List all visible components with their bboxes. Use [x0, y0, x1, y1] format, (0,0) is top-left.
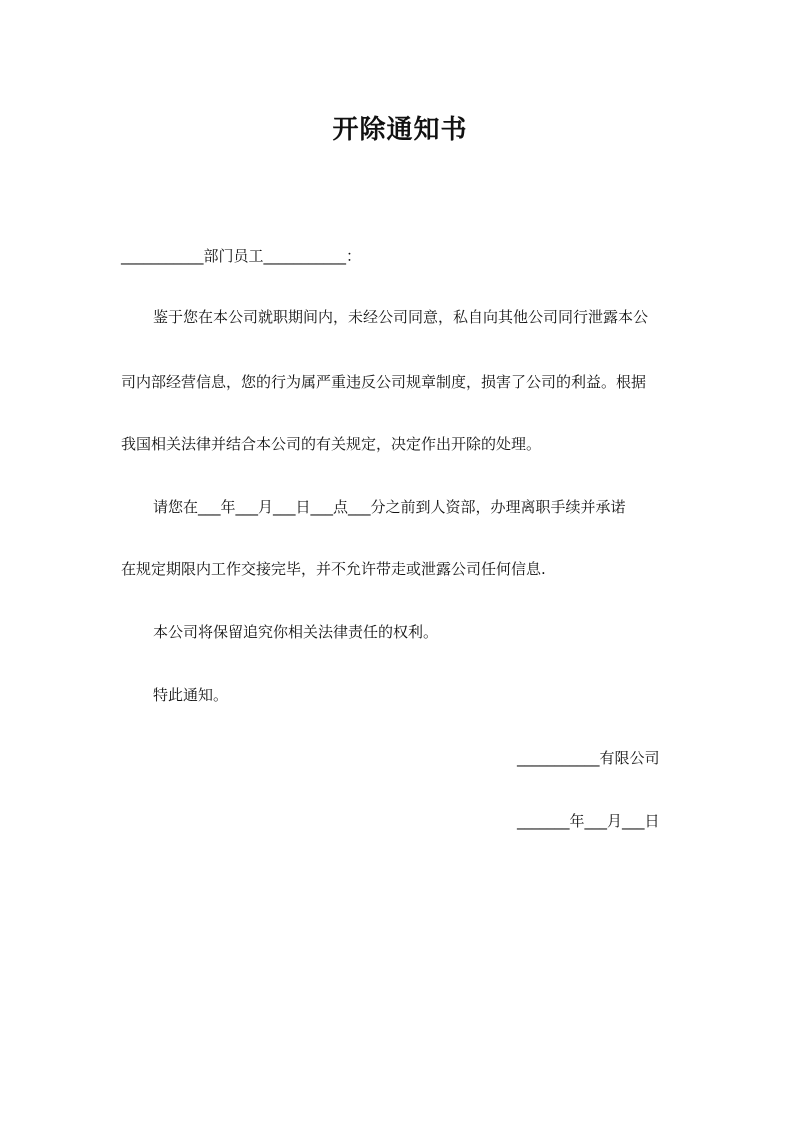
paragraph-2-line-1: 请您在___年___月___日___点___分之前到人资部，办理离职手续并承诺 [153, 498, 626, 516]
signature-date: _______年___月___日 [517, 812, 660, 830]
salutation-line: ___________部门员工___________： [121, 247, 362, 265]
paragraph-4: 特此通知。 [153, 686, 229, 704]
paragraph-1-line-1: 鉴于您在本公司就职期间内，未经公司同意，私自向其他公司同行泄露本公 [153, 308, 649, 326]
signature-company: ___________有限公司 [517, 749, 660, 767]
paragraph-1-line-2: 司内部经营信息，您的行为属严重违反公司规章制度，损害了公司的利益。根据 [121, 373, 647, 391]
document-title: 开除通知书 [332, 115, 468, 145]
paragraph-1-line-3: 我国相关法律并结合本公司的有关规定，决定作出开除的处理。 [121, 435, 542, 453]
paragraph-3: 本公司将保留追究你相关法律责任的权利。 [153, 623, 439, 641]
paragraph-2-line-2: 在规定期限内工作交接完毕，并不允许带走或泄露公司任何信息. [121, 560, 546, 578]
